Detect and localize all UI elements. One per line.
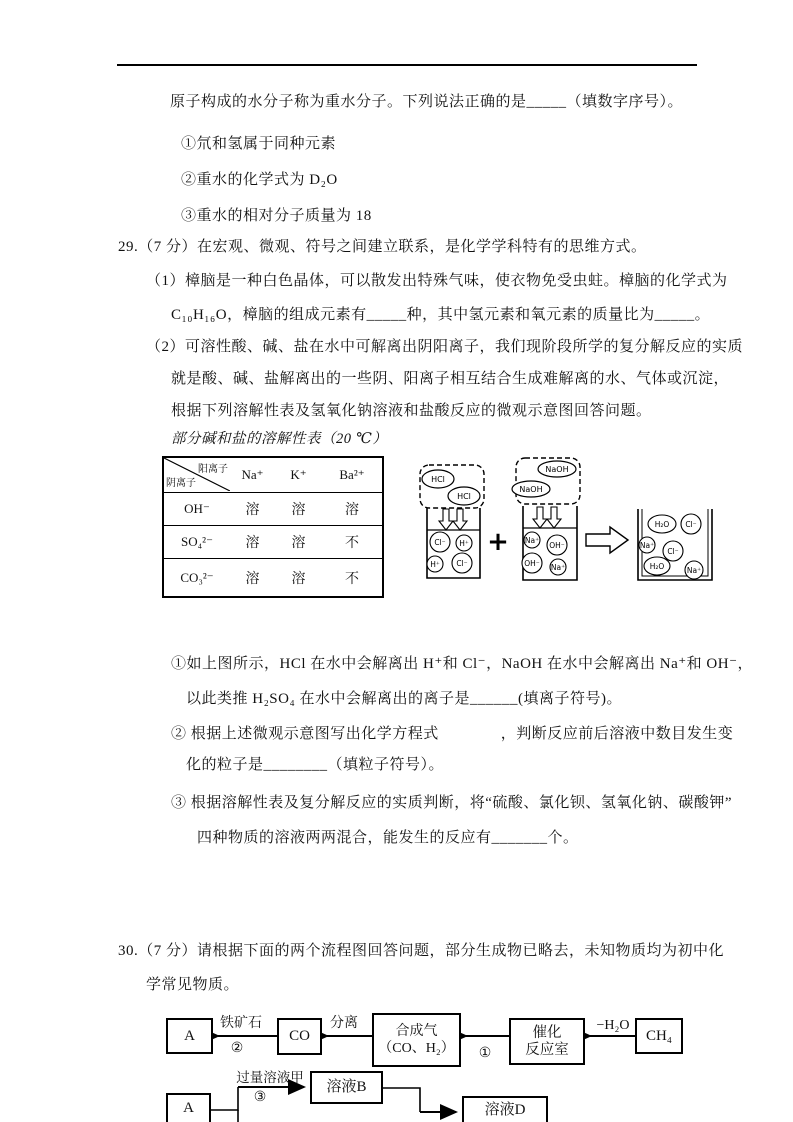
flow-box-solution-d-label: 溶液D: [484, 1101, 526, 1118]
q29-sub1-line1: ①如上图所示，HCl 在水中会解离出 H⁺和 Cl⁻，NaOH 在水中会解离出 Na⁺和 OH⁻，: [171, 656, 753, 672]
particle-label: H₂O: [654, 520, 670, 529]
flow-box-syngas-label2: （CO、H₂）: [378, 1041, 455, 1056]
flow-box-catalytic-label2: 反应室: [525, 1041, 569, 1058]
flow-label-separate: 分离: [330, 1016, 358, 1031]
down-arrow-icon: [533, 507, 547, 528]
q29-part1-line2: C₁₀H₁₆O，樟脑的组成元素有_____种，其中氢元素和氧元素的质量比为_____。: [171, 307, 711, 323]
header-rule: [117, 64, 697, 66]
table-cell: 不: [322, 526, 382, 559]
ion-label: Cl⁻: [434, 538, 446, 547]
naoh-molecule-label: NaOH: [545, 465, 569, 474]
connector-a2-up: [211, 1087, 238, 1110]
intro-option-1: ①氘和氢属于同种元素: [181, 136, 337, 152]
down-arrow-icon: [453, 509, 467, 530]
table-corner-cell: [164, 458, 230, 493]
solubility-table-title: 部分碱和盐的溶解性表（20 ℃）: [171, 431, 388, 447]
q29-sub2-line2: 化的粒子是________（填粒子符号）。: [186, 757, 445, 773]
result-arrow-icon: [586, 527, 628, 553]
table-col-header: K⁺: [275, 458, 322, 493]
ion-label: Na⁺: [550, 563, 566, 572]
connector-solution-b-down: [383, 1088, 420, 1112]
question-30-header-line1: 30.（7 分）请根据下面的两个流程图回答问题，部分生成物已略去，未知物质均为初中化: [118, 943, 725, 959]
flow-label-iron-ore: 铁矿石: [220, 1016, 262, 1031]
flow-label-step1: ①: [478, 1046, 492, 1061]
flow-box-ch4: [635, 1018, 683, 1054]
hcl-molecule-label: HCl: [457, 492, 471, 501]
flow-label-minus-h2o: −H₂O: [596, 1018, 630, 1033]
plus-sign: +: [487, 527, 509, 557]
table-row-label: CO₃²⁻: [180, 569, 214, 585]
ion-label: H⁺: [459, 539, 469, 548]
table-cell: 溶: [322, 493, 382, 526]
flow-box-a2: [166, 1093, 211, 1122]
flow-label-step3: ③: [253, 1090, 267, 1105]
q29-sub3-line2: 四种物质的溶液两两混合，能发生的反应有_______个。: [197, 830, 579, 846]
flow-label-step2: ②: [230, 1041, 244, 1056]
table-row-label: SO₄²⁻: [164, 526, 230, 559]
table-cell: 溶: [291, 571, 306, 587]
table-col-header: Na⁺: [230, 458, 275, 493]
q29-part2-line2: 就是酸、碱、盐解离出的一些阴、阳离子相互结合生成难解离的水、气体或沉淀，: [171, 371, 730, 387]
q29-sub2-line1: ② 根据上述微观示意图写出化学方程式 ，判断反应前后溶液中数目发生变: [171, 726, 734, 742]
ion-label: OH⁻: [549, 541, 565, 550]
flow-box-solution-b-label: 溶液B: [326, 1079, 367, 1095]
table-col-header: Ba²⁺: [322, 458, 382, 493]
ion-label: Cl⁻: [456, 559, 468, 568]
corner-anion-label: 阴离子: [166, 478, 196, 489]
flow-box-syngas-label1: 合成气: [395, 1024, 438, 1039]
flow-box-a2-label: A: [183, 1100, 194, 1116]
ion-label: OH⁻: [524, 559, 540, 568]
hcl-molecule-label: HCl: [431, 475, 445, 484]
intro-option-2: ②重水的化学式为 D₂O: [181, 172, 338, 188]
flow-box-a1-label: A: [184, 1027, 195, 1044]
naoh-molecule-label: NaOH: [519, 485, 543, 494]
reaction-micro-diagram: [410, 452, 720, 604]
q29-sub1-line2: 以此类推 H₂SO₄ 在水中会解离出的离子是______(填离子符号)。: [186, 691, 622, 707]
corner-cation-label: 阳离子: [198, 464, 228, 475]
particle-label: Na⁺: [686, 566, 702, 575]
particle-label: Na⁺: [639, 541, 655, 550]
particle-label: H₂O: [649, 562, 665, 571]
flow-box-solution-b: [310, 1071, 383, 1104]
ion-label: Na⁺: [524, 536, 540, 545]
table-cell: 不: [345, 571, 359, 587]
table-cell: 溶: [275, 526, 322, 559]
q29-part2-line1: （2）可溶性酸、碱、盐在水中可解离出阴阳离子，我们现阶段所学的复分解反应的实质: [146, 339, 744, 355]
flow-box-catalytic-label1: 催化: [532, 1024, 562, 1041]
q29-sub3-line1: ③ 根据溶解性表及复分解反应的实质判断，将“硫酸、氯化钡、氢氧化钠、碳酸钾”: [171, 795, 733, 811]
particle-label: Cl⁻: [667, 547, 679, 556]
down-arrow-icon: [547, 507, 561, 528]
flow-box-a1: [166, 1018, 213, 1054]
particle-label: Cl⁻: [685, 520, 697, 529]
flow-box-ch4-label: CH₄: [645, 1027, 673, 1044]
table-cell: 溶: [275, 493, 322, 526]
table-row-label: OH⁻: [164, 493, 230, 526]
intro-line: 原子构成的水分子称为重水分子。下列说法正确的是_____（填数字序号）。: [170, 94, 684, 110]
down-arrow-icon: [439, 509, 453, 530]
intro-option-3: ③重水的相对分子质量为 18: [181, 208, 372, 224]
flow-box-syngas: [372, 1013, 461, 1067]
question-29-header: 29.（7 分）在宏观、微观、符号之间建立联系，是化学学科特有的思维方式。: [118, 239, 647, 255]
question-30-header-line2: 学常见物质。: [146, 977, 240, 993]
table-cell: 溶: [245, 571, 260, 587]
table-cell: 溶: [230, 493, 275, 526]
solubility-table: [162, 456, 384, 598]
flow-label-excess-solution: 过量溶液甲: [236, 1070, 304, 1085]
flow-box-co-label: CO: [289, 1028, 310, 1044]
table-cell: 溶: [230, 526, 275, 559]
q29-part2-line3: 根据下列溶解性表及氢氧化钠溶液和盐酸反应的微观示意图回答问题。: [171, 403, 652, 419]
ion-label: H⁺: [430, 560, 440, 569]
q29-part1-line1: （1）樟脑是一种白色晶体，可以散发出特殊气味，使衣物免受虫蛀。樟脑的化学式为: [146, 273, 728, 289]
flow-box-solution-d: [462, 1096, 548, 1122]
flow-box-catalytic: [509, 1018, 585, 1065]
flow-box-co: [277, 1018, 322, 1055]
